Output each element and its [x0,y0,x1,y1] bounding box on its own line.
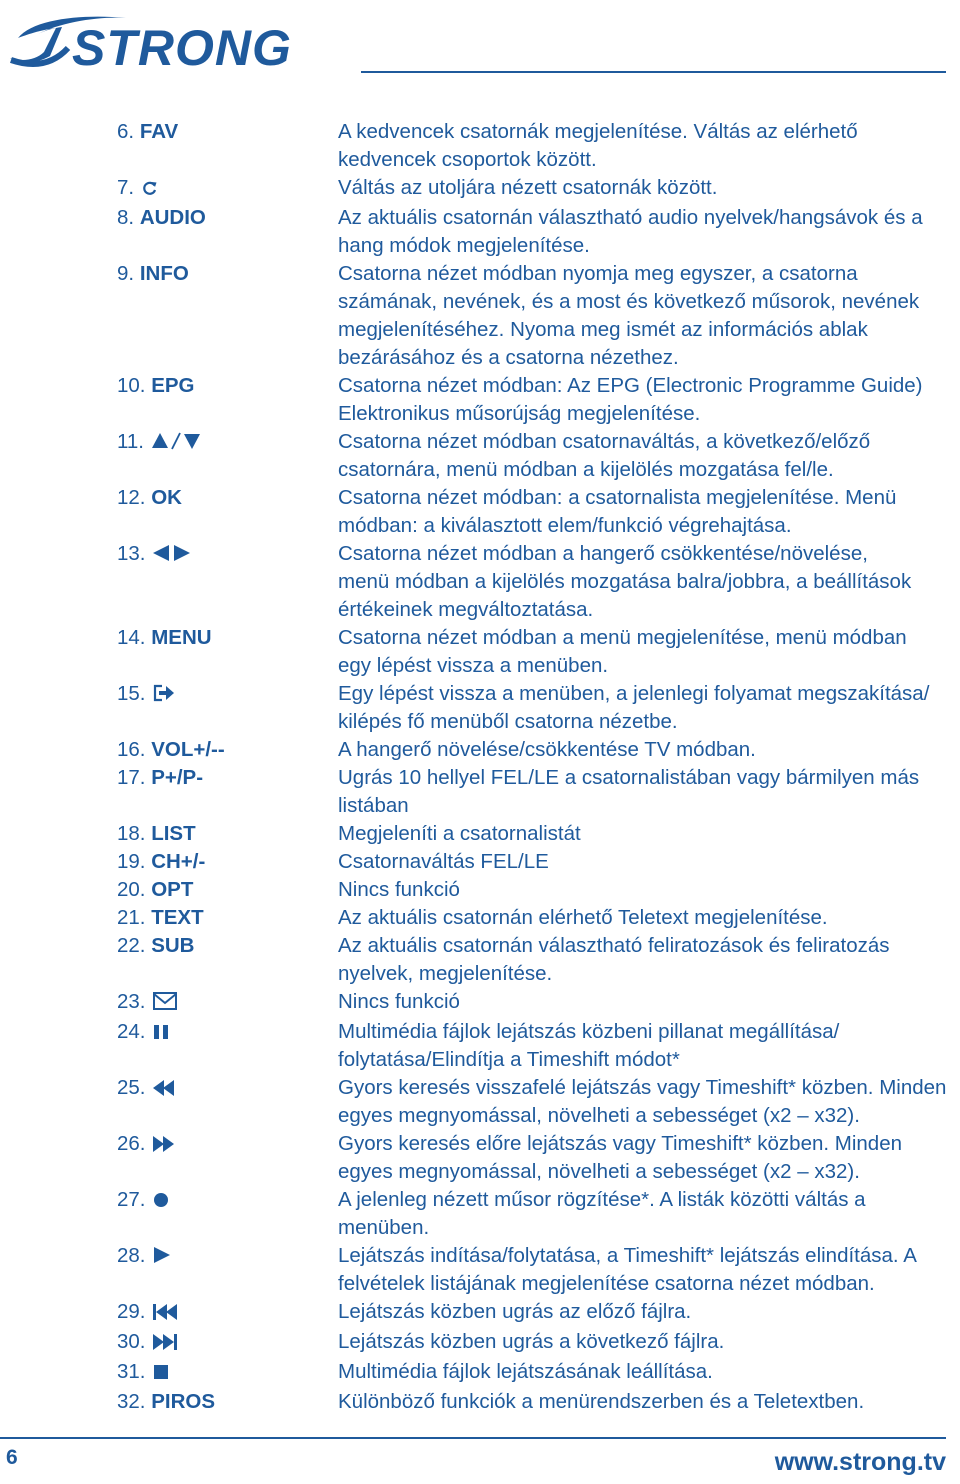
key-number: 20. [117,878,146,901]
key-description [338,1186,947,1242]
skip-forward-icon [153,1330,179,1358]
header-rule [361,71,946,73]
description-line: módban: a kiválasztott elem/funkció végrehajtása. [338,514,792,537]
key-label [117,372,338,400]
key-description [338,1018,947,1074]
description-line: egyes megnyomással, növelheti a sebességet (x2 – x32). [338,1160,860,1183]
key-number: 32. [117,1390,146,1413]
description-line: Az aktuális csatornán választható feliratozások és feliratozás [338,934,890,957]
description-line: Megjeleníti a csatornalistát [338,822,581,845]
key-number: 24. [117,1020,146,1043]
key-label [117,1130,338,1160]
key-label [117,428,338,458]
key-label [117,118,338,146]
key-description [338,540,947,624]
key-row [117,848,947,876]
key-label [117,820,338,848]
key-row [117,904,947,932]
description-line: Nincs funkció [338,990,460,1013]
key-description [338,1074,947,1130]
key-name-vol: VOL+/-- [151,738,225,761]
key-label [117,932,338,960]
key-description [338,372,947,428]
key-description [338,118,947,174]
description-line: Multimédia fájlok lejátszás közbeni pillanat megállítása/ [338,1020,840,1043]
key-label [117,484,338,512]
description-line: A jelenleg nézett műsor rögzítése*. A listák közötti váltás a [338,1188,866,1211]
key-name-opt: OPT [151,878,194,901]
key-description [338,624,947,680]
key-label [117,624,338,652]
up-down-icon [152,430,202,458]
key-label [117,174,338,204]
description-line: kedvencek csoportok között. [338,148,597,171]
description-line: értékeinek megváltoztatása. [338,598,594,621]
key-row [117,1298,947,1328]
left-right-icon [153,542,191,570]
key-number: 6. [117,120,135,143]
key-name-menu: MENU [151,626,212,649]
description-line: Gyors keresés előre lejátszás vagy Timeshift* közben. Minden [338,1132,903,1155]
key-number: 15. [117,682,146,705]
key-number: 29. [117,1300,146,1323]
key-description [338,988,947,1016]
key-row [117,204,947,260]
key-label [117,1328,338,1358]
description-line: A hangerő növelése/csökkentése TV módban. [338,738,756,761]
key-number: 23. [117,990,146,1013]
key-number: 21. [117,906,146,929]
key-number: 10. [117,374,146,397]
description-line: listában [338,794,409,817]
description-line: kilépés fő menüből csatorna nézetbe. [338,710,678,733]
key-description [338,848,947,876]
key-number: 27. [117,1188,146,1211]
page-number: 6 [6,1446,18,1469]
strong-logo [6,8,311,70]
rewind-icon [153,1076,175,1104]
record-icon [153,1188,169,1216]
key-row [117,876,947,904]
key-description [338,764,947,820]
description-line: menü módban a kijelölés mozgatása balra/jobbra, a beállítások [338,570,912,593]
key-row [117,820,947,848]
description-line: Csatorna nézet módban a hangerő csökkentése/növelése, [338,542,868,565]
key-label [117,904,338,932]
key-row [117,540,947,624]
description-line: bezárásához és a csatorna nézethez. [338,346,679,369]
key-row [117,484,947,540]
key-number: 22. [117,934,146,957]
description-line: hang módok megjelenítése. [338,234,590,257]
key-description [338,484,947,540]
key-number: 28. [117,1244,146,1267]
description-line: megjelenítéséhez. Nyoma meg ismét az információs ablak [338,318,868,341]
description-line: Különböző funkciók a menürendszerben és a Teletextben. [338,1390,865,1413]
skip-back-icon [153,1300,179,1328]
description-line: felvételek listájának megjelenítése csatorna nézet módban. [338,1272,875,1295]
key-name-piros: PIROS [151,1390,215,1413]
key-row [117,1018,947,1074]
key-label [117,680,338,710]
description-line: folytatása/Elindítja a Timeshift módot* [338,1048,680,1071]
play-icon [153,1244,171,1272]
description-line: Csatorna nézet módban csatornaváltás, a következő/előző [338,430,871,453]
key-description [338,1298,947,1326]
key-description [338,428,947,484]
key-description [338,820,947,848]
key-name-ch: CH+/- [151,850,206,873]
description-line: menüben. [338,1216,430,1239]
key-name-p-p: P+/P- [151,766,204,789]
key-label [117,1242,338,1272]
strong-logo-graphic [6,8,311,70]
key-description [338,1358,947,1386]
key-number: 13. [117,542,146,565]
key-number: 16. [117,738,146,761]
key-row [117,1328,947,1358]
key-row [117,680,947,736]
key-label [117,1186,338,1216]
pause-icon [153,1020,169,1048]
key-label [117,1018,338,1048]
recall-icon [142,176,158,204]
description-line: csatornára, menü módban a kijelölés mozgatása fel/le. [338,458,834,481]
key-name-fav: FAV [139,120,179,143]
key-description [338,1130,947,1186]
key-description [338,680,947,736]
key-row [117,1130,947,1186]
description-line: Gyors keresés visszafelé lejátszás vagy Timeshift* közben. Minden [338,1076,947,1099]
key-label [117,764,338,792]
key-description [338,932,947,988]
key-description [338,1242,947,1298]
key-description [338,1328,947,1356]
key-description [338,904,947,932]
key-row [117,1388,947,1416]
key-name-info: INFO [139,262,189,285]
key-label [117,1388,338,1416]
key-label [117,1358,338,1388]
key-label [117,1074,338,1104]
key-description [338,876,947,904]
key-number: 8. [117,206,135,229]
key-row [117,260,947,372]
key-number: 9. [117,262,135,285]
key-label [117,736,338,764]
key-row [117,764,947,820]
description-line: egy lépést vissza a menüben. [338,654,609,677]
description-line: Elektronikus műsorújság megjelenítése. [338,402,701,425]
description-line: Lejátszás indítása/folytatása, a Timeshift* lejátszás elindítása. A [338,1244,917,1267]
description-line: Csatornaváltás FEL/LE [338,850,549,873]
description-line: Csatorna nézet módban: a csatornalista megjelenítése. Menü [338,486,897,509]
key-description [338,736,947,764]
key-description [338,204,947,260]
key-label [117,204,338,232]
key-label [117,988,338,1018]
key-label [117,260,338,288]
key-description [338,174,947,202]
key-row [117,1358,947,1388]
key-label [117,1298,338,1328]
key-row [117,988,947,1018]
key-row [117,1186,947,1242]
logo-wordmark: STRONG [72,20,292,70]
description-line: A kedvencek csatornák megjelenítése. Váltás az elérhető [338,120,858,143]
fast-forward-icon [153,1132,175,1160]
key-label [117,540,338,570]
key-row [117,428,947,484]
mail-icon [153,990,177,1018]
description-line: Lejátszás közben ugrás a következő fájlra. [338,1330,725,1353]
description-line: egyes megnyomással, növelheti a sebességet (x2 – x32). [338,1104,860,1127]
website-link[interactable]: www.strong.tv [774,1448,946,1476]
key-row [117,1074,947,1130]
stop-icon [153,1360,169,1388]
key-row [117,624,947,680]
description-line: Csatorna nézet módban nyomja meg egyszer, a csatorna [338,262,858,285]
key-number: 7. [117,176,135,199]
key-row [117,174,947,204]
description-line: Multimédia fájlok lejátszásának leállítása. [338,1360,713,1383]
description-line: Lejátszás közben ugrás az előző fájlra. [338,1300,692,1323]
key-number: 11. [117,430,144,453]
key-row [117,1242,947,1298]
key-label [117,848,338,876]
key-number: 14. [117,626,146,649]
key-row [117,736,947,764]
key-name-list: LIST [151,822,196,845]
key-number: 31. [117,1360,146,1383]
key-row [117,118,947,174]
key-number: 19. [117,850,146,873]
key-row [117,932,947,988]
key-name-ok: OK [151,486,182,509]
key-number: 26. [117,1132,146,1155]
key-name-audio: AUDIO [139,206,206,229]
key-number: 25. [117,1076,146,1099]
key-name-sub: SUB [151,934,195,957]
key-number: 12. [117,486,146,509]
description-line: Csatorna nézet módban a menü megjelenítése, menü módban [338,626,907,649]
key-number: 18. [117,822,146,845]
key-description [338,260,947,372]
description-line: Egy lépést vissza a menüben, a jelenlegi folyamat megszakítása/ [338,682,930,705]
key-number: 17. [117,766,146,789]
description-line: Nincs funkció [338,878,460,901]
footer-rule [0,1437,946,1439]
key-name-epg: EPG [151,374,195,397]
exit-icon [153,682,175,710]
description-line: Az aktuális csatornán választható audio nyelvek/hangsávok és a [338,206,923,229]
description-line: Csatorna nézet módban: Az EPG (Electronic Programme Guide) [338,374,923,397]
remote-key-list [117,118,947,1416]
description-line: számának, nevének, és a most és következő műsorok, nevének [338,290,920,313]
description-line: Váltás az utoljára nézett csatornák között. [338,176,718,199]
key-row [117,372,947,428]
description-line: Az aktuális csatornán elérhető Teletext megjelenítése. [338,906,828,929]
key-number: 30. [117,1330,146,1353]
key-label [117,876,338,904]
key-name-text: TEXT [151,906,204,929]
description-line: Ugrás 10 hellyel FEL/LE a csatornalistában vagy bármilyen más [338,766,920,789]
key-description [338,1388,947,1416]
description-line: nyelvek, megjelenítése. [338,962,553,985]
